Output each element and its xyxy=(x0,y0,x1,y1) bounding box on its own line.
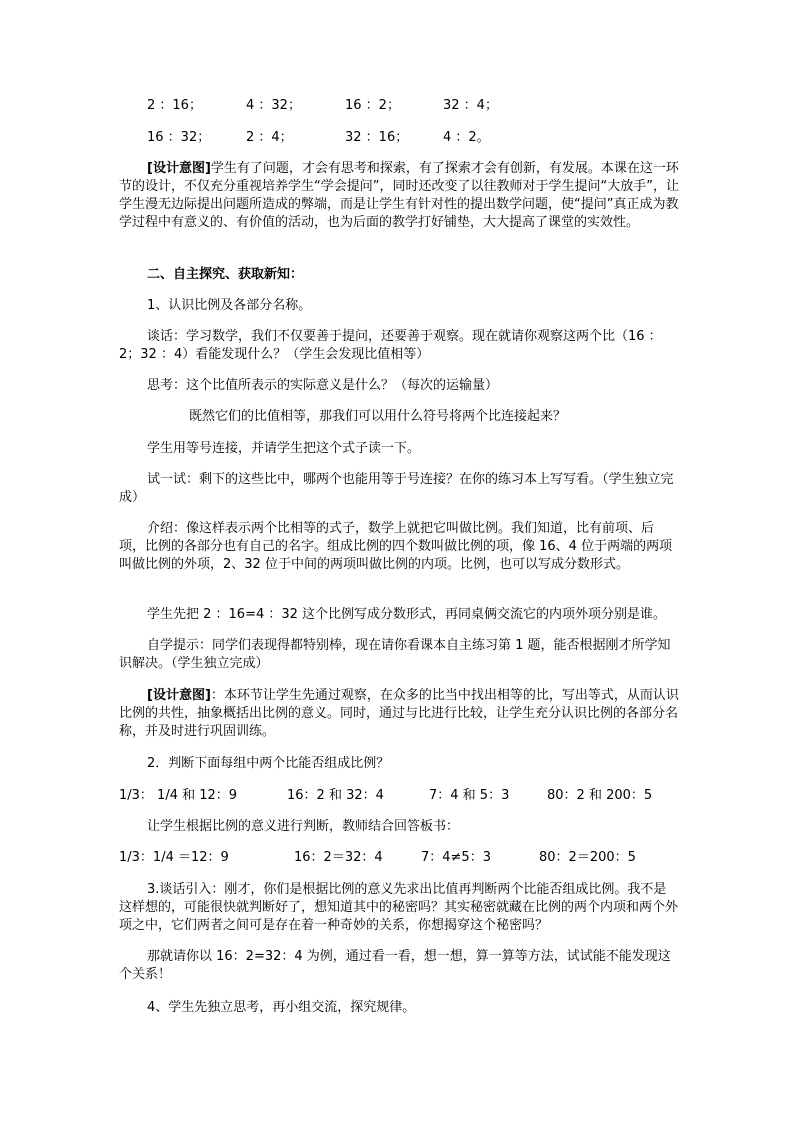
design-intent-text: ：本环节让学生先通过观察，在众多的比当中找出相等的比，写出等式，从而认识比例的共性，抽象概括出比例的意义。同时，通过与比进行比较，让学生充分认识比例的各部分名称，并及时进行巩固训练。 xyxy=(119,688,679,739)
judge-cell: 1/3： 1/4 和 12：9 xyxy=(119,788,238,803)
think-followup xyxy=(189,408,679,426)
judge-note xyxy=(119,818,679,836)
item-2-text: 2．判断下面每组中两个比能否组成比例？ xyxy=(147,756,390,771)
design-intent-tag: [设计意图] xyxy=(147,688,211,703)
item-3b xyxy=(119,948,679,984)
intro-text: 介绍：像这样表示两个比相等的式子，数学上就把它叫做比例。我们知道，比有前项、后项，比例的各部分也有自己的名字。组成比例的四个数叫做比例的项，像 16、4 位于两端的两项叫做比例的外项，2、32 位于中间的两项叫做比例的内项。比例，也可以写成分数形式。 xyxy=(119,521,673,572)
try-text: 试一试：剩下的这些比中，哪两个也能用等于号连接？在你的练习本上写写看。（学生独立完成） xyxy=(119,472,674,505)
section-heading-text: 二、自主探究、获取新知： xyxy=(147,267,304,282)
item-3b-text: 那就请你以 16：2=32：4 为例，通过看一看，想一想，算一算等方法，试试能不能发现这个关系！ xyxy=(119,949,671,982)
equal-sign-paragraph xyxy=(119,440,679,458)
design-intent-paragraph-2 xyxy=(119,687,679,741)
answer-cell: 16：2＝32：4 xyxy=(294,850,383,865)
judge-row xyxy=(0,787,794,805)
ratio-row-2 xyxy=(0,129,794,147)
answer-row xyxy=(0,849,794,867)
answer-cell: 80：2＝200：5 xyxy=(539,850,636,865)
design-intent-paragraph xyxy=(119,160,679,232)
ratio-cell: 2 ：16； xyxy=(147,98,202,113)
talk-text: 谈话：学习数学，我们不仅要善于提问，还要善于观察。现在就请你观察这两个比（16 ：2；32 ：4）看能发现什么？（学生会发现比值相等） xyxy=(119,329,662,362)
talk-paragraph xyxy=(119,328,679,364)
ratio-cell: 4 ：32； xyxy=(246,98,301,113)
intro-paragraph xyxy=(119,520,679,574)
judge-cell: 16：2 和 32：4 xyxy=(287,788,384,803)
judge-cell: 80：2 和 200：5 xyxy=(547,788,653,803)
ratio-cell: 4 ：2。 xyxy=(443,130,490,145)
judge-cell: 7：4 和 5：3 xyxy=(429,788,510,803)
item-1 xyxy=(119,297,679,315)
self-study-text: 自学提示：同学们表现得都特别棒，现在请你看课本自主练习第 1 题，能否根据刚才所学知识解决。（学生独立完成） xyxy=(119,638,671,671)
answer-cell: 1/3：1/4 ＝12：9 xyxy=(119,850,229,865)
item-3 xyxy=(119,881,679,935)
item-1-text: 1、认识比例及各部分名称。 xyxy=(147,298,312,313)
section-heading xyxy=(119,266,679,284)
ratio-cell: 32 ：16； xyxy=(345,130,409,145)
fraction-text: 学生先把 2 ：16=4 ：32 这个比例写成分数形式，再同桌俩交流它的内项外项分别是谁。 xyxy=(147,607,667,622)
judge-note-text: 让学生根据比例的意义进行判断，教师结合回答板书： xyxy=(147,819,460,834)
ratio-cell: 2 ：4； xyxy=(246,130,293,145)
think-followup-text: 既然它们的比值相等，那我们可以用什么符号将两个比连接起来？ xyxy=(189,409,567,424)
ratio-cell: 16 ：2； xyxy=(345,98,400,113)
equal-sign-text: 学生用等号连接，并请学生把这个式子读一下。 xyxy=(147,441,421,456)
item-2 xyxy=(119,755,679,773)
design-intent-tag: [设计意图] xyxy=(147,161,211,176)
ratio-cell: 16 ：32； xyxy=(147,130,211,145)
item-4 xyxy=(119,999,679,1017)
ratio-row-1 xyxy=(0,97,794,115)
item-4-text: 4、学生先独立思考，再小组交流，探究规律。 xyxy=(147,1000,416,1015)
think-paragraph xyxy=(119,377,679,395)
answer-cell: 7：4≠5：3 xyxy=(421,850,491,865)
think-text: 思考：这个比值所表示的实际意义是什么？（每次的运输量） xyxy=(147,378,499,393)
design-intent-text: 学生有了问题，才会有思考和探索，有了探索才会有创新，有发展。本课在这一环节的设计，不仅充分重视培养学生“学会提问”，同时还改变了以往教师对于学生提问“大放手”，让学生漫无边际提出问题所造成的弊端，而是让学生有针对性的提出数学问题，使“提问”真正成为教学过程中有意义的、有价值的活动，也为后面的教学打好铺垫，大大提高了课堂的实效性。 xyxy=(119,161,679,230)
self-study-paragraph xyxy=(119,637,679,673)
ratio-cell: 32 ：4； xyxy=(443,98,498,113)
item-3-text: 3.谈话引入：刚才，你们是根据比例的意义先求出比值再判断两个比能否组成比例。我不是这样想的，可能很快就判断好了，想知道其中的秘密吗？其实秘密就藏在比例的两个内项和两个外项之中，它们两者之间可是存在着一种奇妙的关系，你想揭穿这个秘密吗？ xyxy=(119,882,679,933)
try-paragraph xyxy=(119,471,679,507)
fraction-paragraph xyxy=(119,606,679,624)
